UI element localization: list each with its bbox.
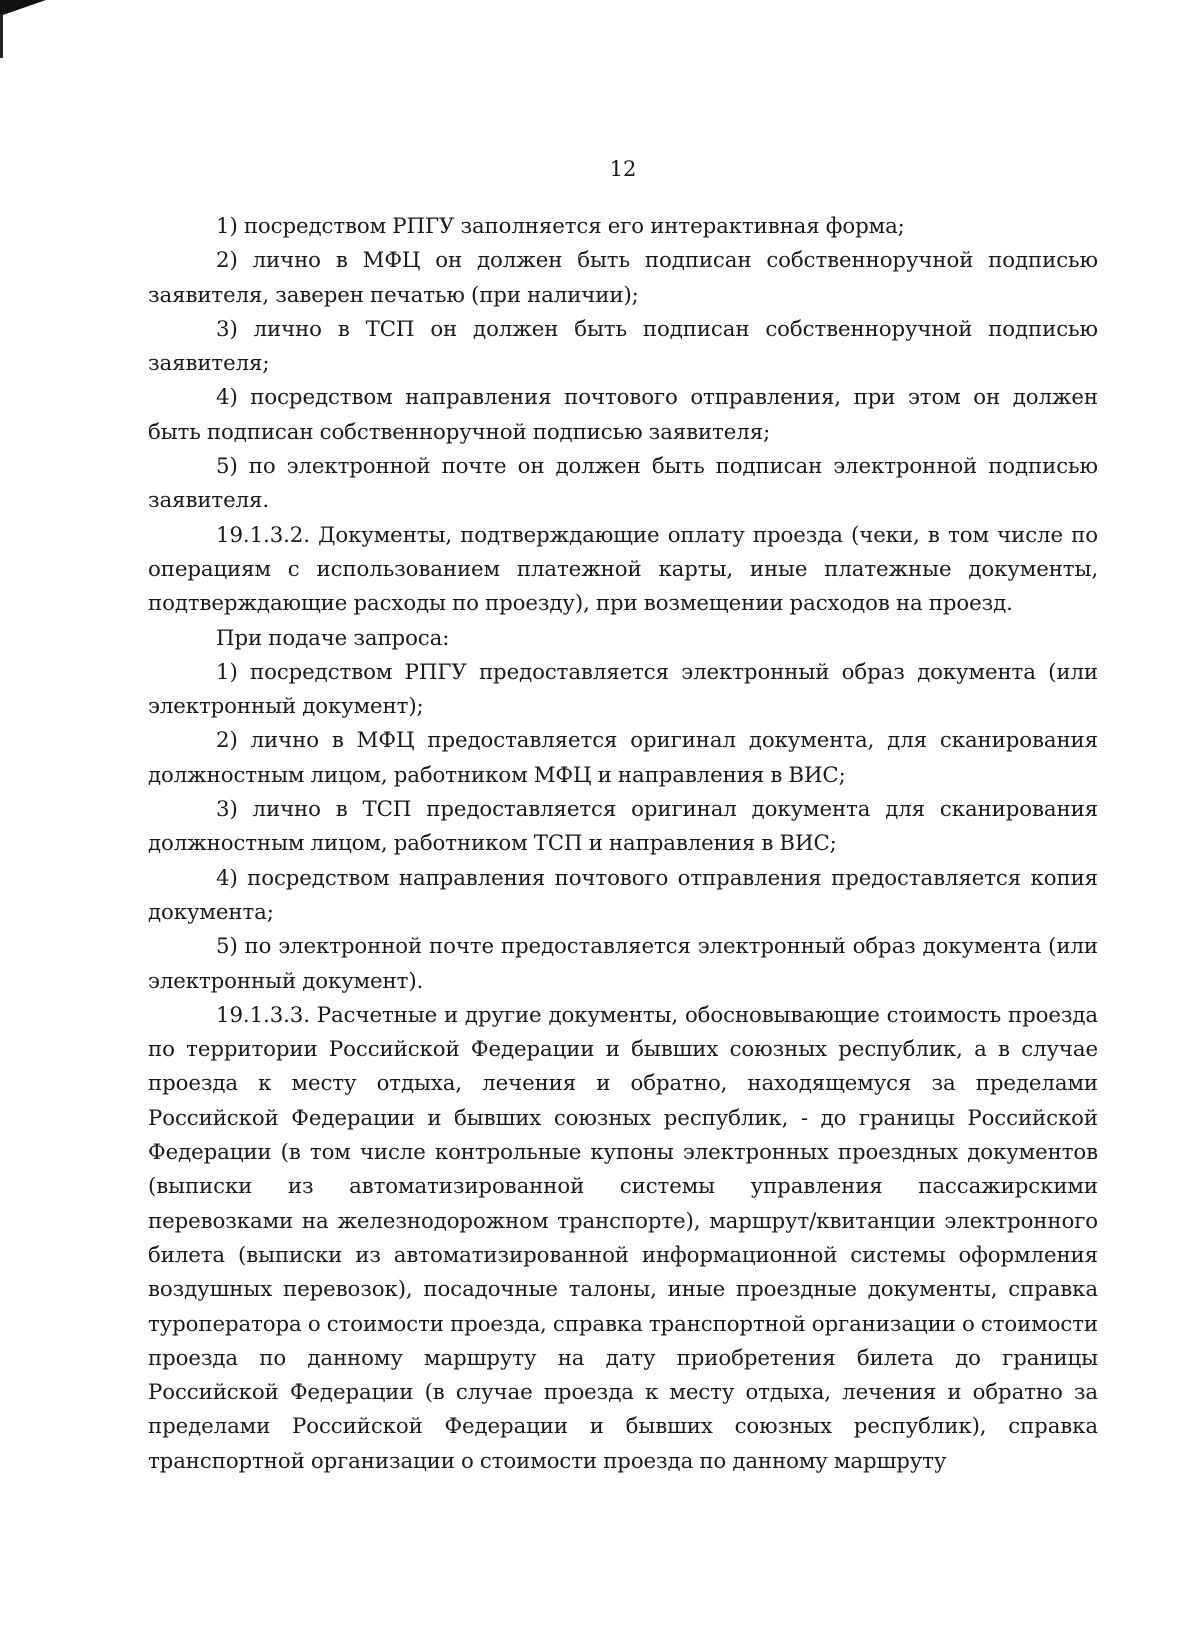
list-item: 1) посредством РПГУ заполняется его интерактивная форма; [216, 214, 905, 239]
paragraph: При подаче запроса: [216, 625, 450, 651]
list-item: 5) по электронной почте он должен быть подписан электронной подписью заявителя. [148, 454, 1098, 514]
document-page [148, 0, 1098, 1639]
page-number: 12 [609, 157, 637, 181]
list-item: 5) по электронной почте предоставляется электронный образ документа (или электронный документ). [148, 934, 1098, 994]
document-body [148, 210, 1098, 1479]
section-paragraph: 19.1.3.2. Документы, подтверждающие оплату проезда (чеки, в том числе по операциям с использованием платежной карты, иные платежные документы, подтверждающие расходы по проезду), при возмещении расходов на проезд. [148, 522, 1098, 617]
list-item: 2) лично в МФЦ он должен быть подписан собственноручной подписью заявителя, заверен печатью (при наличии); [148, 248, 1098, 308]
list-item: 4) посредством направления почтового отправления предоставляется копия документа; [148, 865, 1098, 925]
scan-corner-mark [0, 0, 60, 60]
list-item: 3) лично в ТСП он должен быть подписан собственноручной подписью заявителя; [148, 316, 1098, 377]
list-item: 2) лично в МФЦ предоставляется оригинал документа, для сканирования должностным лицом, работником МФЦ и направления в ВИС; [148, 728, 1098, 788]
list-item: 3) лично в ТСП предоставляется оригинал документа для сканирования должностным лицом, работником ТСП и направления в ВИС; [148, 797, 1098, 857]
list-item: 1) посредством РПГУ предоставляется электронный образ документа (или электронный документ); [148, 659, 1098, 720]
list-item: 4) посредством направления почтового отправления, при этом он должен быть подписан собственноручной подписью заявителя; [148, 385, 1098, 445]
section-paragraph: 19.1.3.3. Расчетные и другие документы, обосновывающие стоимость проезда по территории Российской Федерации и бывших союзных республик, а в случае проезда к месту отдыха, лечения и обратно, находящемуся за пределами Российской Федерации и бывших союзных республик, - до границы Российской Федерации (в том числе контрольные купоны электронных проездных документов (выписки из автоматизированной системы управления пассажирскими перевозками на железнодорожном транспорте), маршрут/квитанции электронного билета (выписки из автоматизированной информационной системы оформления воздушных перевозок), посадочные талоны, иные проездные документы, справка туроператора о стоимости проезда, справка транспортной организации о стоимости проезда по данному маршруту на дату приобретения билета до границы Российской Федерации (в случае проезда к месту отдыха, лечения и обратно за пределами Российской Федерации и бывших союзных республик), справка транспортной организации о стоимости проезда по данному маршруту [148, 1002, 1098, 1474]
